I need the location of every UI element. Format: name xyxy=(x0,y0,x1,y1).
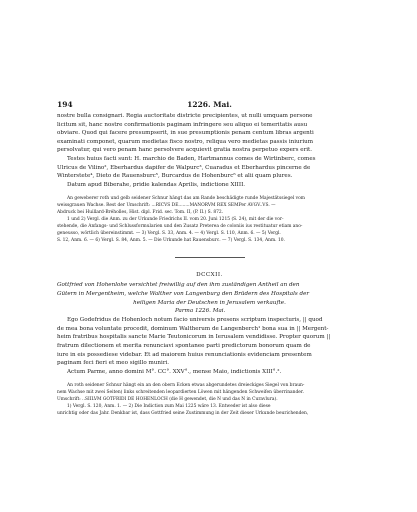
section-divider xyxy=(175,257,245,258)
summary-line: Gütern in Mergentheim, welche Walther von Langenburg den Brüdern des Hospitals der xyxy=(57,290,310,297)
note-line: Umschrift: ..SIILVM GOTFRIDI DE HOHENLOCH (die H gewendet, die N und das N in Curavlura). xyxy=(57,397,278,403)
text-line: obviare. Quod qui facere presumpserit, in sue presumptionis penam centum libras argenti xyxy=(57,130,314,137)
note-line: An roth seidener Schnur hängt ein an den obern Ecken etwas abgerundetes dreieckiges Siegel von braun- xyxy=(67,383,305,389)
summary-line: heiligen Maria der Deutschen in Jerusalem verkaufte. xyxy=(133,299,286,306)
note-line: An geweberer roth und gelb seidener Schnur hängt das am Rande beschädigte runde Majestätssiegel vom xyxy=(67,196,305,202)
footnotes-2 xyxy=(57,382,362,417)
note-line: S. 12, Anm. 6. — 6) Vergl. S. 84, Anm. 5. — Die Urkunde hat Rauensburc. — 7) Vergl. S. 134, Anm. 10. xyxy=(57,238,285,244)
text-line: iure in eis possediese videbar. Et ad maiorem huius renunciationis evidenciam presentem xyxy=(57,351,312,358)
summary-line: Gottfried von Hohenlohe versichtet freiwillig auf den ihm zuständigen Antheil an den xyxy=(57,282,300,289)
text-line: de mea bona voluntate procedit, dominum Waltherum de Langenberch¹ bona sua in || Mergent- xyxy=(57,325,329,332)
note-line: Abdruck bei Huillard-Bréholles, Hist. dipl. Frid. sec. Tom. II, (P. II.) S. 872. xyxy=(57,210,224,216)
note-line: nem Wachse mit zwei Seiten) links schreitenden leopardierten Löwen mit hängenden Schweifen überrinander. xyxy=(57,390,304,396)
running-title: 1226. Mai. xyxy=(187,100,232,109)
text-line: Actum Parme, anno domini M°. CC°. XXV°., mense Maio, indictionis XIII°.². xyxy=(67,368,282,375)
text-line: paginam feci fieri et meo sigillo muniri. xyxy=(57,360,170,367)
text-line: Winterstete⁴, Dieto de Rauensburc⁵, Burcardus de Hohenburc⁶ et alii quam plures. xyxy=(57,173,293,180)
place-date: Parma 1226. Mai. xyxy=(175,308,226,315)
text-line: Ego Godefridus de Hohenloch notum facio universis presens scriptum inspecturis, || quod xyxy=(67,317,323,324)
charter-text-1 xyxy=(57,112,362,189)
page-header xyxy=(57,100,362,112)
charter-text-2 xyxy=(57,316,362,376)
charter-summary xyxy=(57,281,362,307)
note-line: 1 und 2) Vergl. die Anm. zu der Urkunde Friedrichs II. vom 20. Juni 1215 (S. 24), mit der die vor- xyxy=(67,217,284,223)
text-line: heim fratribus hospitalis sancte Marie Teutonicorum in Ierusalem vendidisse. Propter quorum || xyxy=(57,334,331,341)
text-line: Datum apud Biberahe, pridie kalendas Aprilis, indictione XIIII. xyxy=(67,181,246,188)
footnotes-1 xyxy=(57,195,362,244)
text-line: Testes huius facti sunt: H. marchio de Baden, Hartmannus comes de Wirtinberc, comes xyxy=(67,155,316,162)
note-line: stehende, die Anfangs- und Schlussformularien und den Zusatz Preterea de coloniis ius restituatur etiam ano- xyxy=(57,224,303,230)
text-line: Ulricus de Vilino², Eberhardus dapifer de Walpurc³, Cuaradus et Eberhardus pincerne de xyxy=(57,164,311,171)
page-number: 194 xyxy=(57,100,73,109)
note-line: 1) Vergl. S. 120, Anm. 1. — 2) Die Indiction zum Mai 1225 wäre 13. Entweder ist also diese xyxy=(67,404,271,410)
text-line: examinati componet, quarum medietas fisco nostro, reliqua vero medietas passis iniurium xyxy=(57,138,314,145)
text-line: persolvatur, qui vero penam hanc persolvere acquievit gratia nostra perpetuo expers erit. xyxy=(57,147,313,154)
text-line: nostre bulla consignari. Regia auctoritate districte precipientes, ut nulli umquam persone xyxy=(57,113,313,119)
text-line: fratrum dilectionem et merita renunciavi spontanee parti predictorum bonorum quam de xyxy=(57,342,311,349)
note-line: unrichtig oder das Jahr. Denkbar ist, dass Gottfried seine Zustimmung in der Zeit dieser Urkunde beurichenden, xyxy=(57,411,309,417)
charter-number: DCCXII. xyxy=(196,272,223,279)
note-line: geneusso, wörtlich übereinstimmt. — 3) Vergl. S. 33, Anm. 4. — 4) Vergl. S. 110, Anm. 6. — 5) Vergl. xyxy=(57,231,281,237)
text-line: licitum sit, hanc nostre confirmationis paginam infringere seu aliquo ei temeritatis ausu xyxy=(57,121,308,128)
note-line: weissgrauen Wachse. Rest der Umschrift: ...RICVS DE........MANORVM REX SEMPer AVGV..VS. — xyxy=(57,203,276,209)
